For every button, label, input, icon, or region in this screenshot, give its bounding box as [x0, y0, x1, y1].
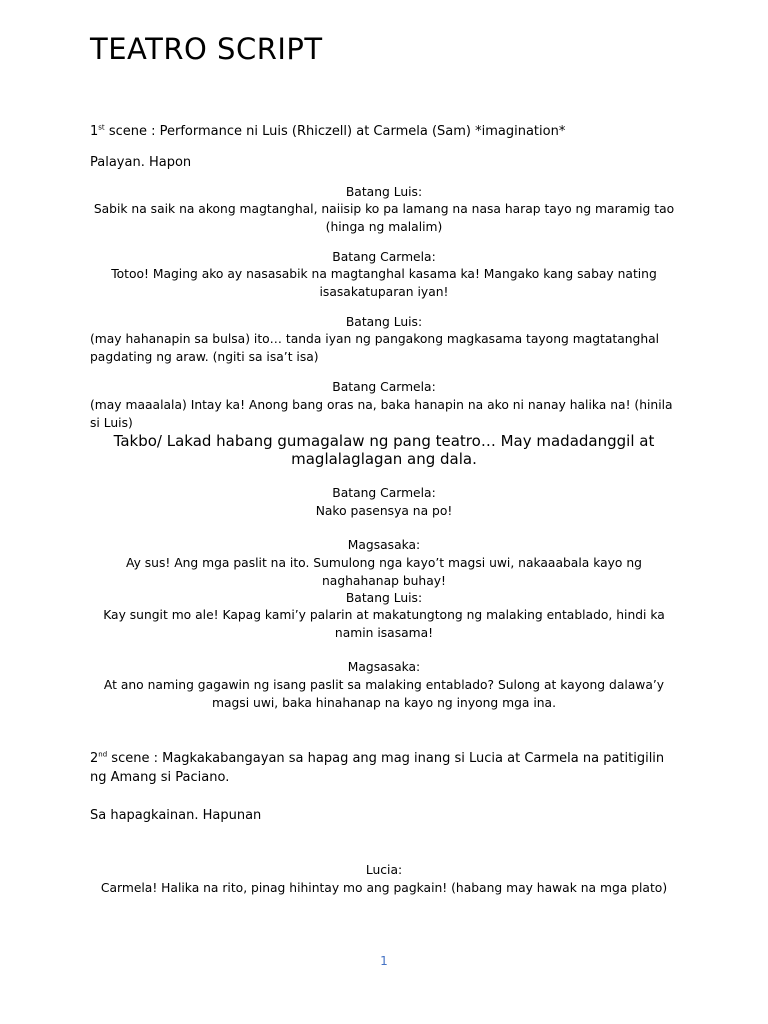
dialogue-line: (may hahanapin sa bulsa) ito… tanda iyan ng pangakong magkasama tayong magtatanghal pagdating ng araw. (ngiti sa isa’t isa) [90, 332, 660, 364]
speaker-name: Batang Luis: [345, 315, 423, 329]
scene-1-ordinal-suffix: st [98, 123, 105, 132]
speaker-name: Lucia: [365, 863, 403, 877]
scene-2-heading-text: scene : Magkakabangayan sa hapag ang mag inang si Lucia at Carmela na patitigilin ng Amang si Paciano. [90, 751, 665, 785]
speaker-name: Batang Luis: [345, 185, 423, 199]
scene-2-heading [90, 749, 678, 787]
scene-2-ordinal-suffix: nd [98, 750, 108, 759]
scene-1-number: 1 [90, 124, 99, 139]
speaker-name: Batang Luis: [345, 591, 423, 605]
scene-1-setting: Palayan. Hapon [90, 155, 192, 170]
dialogue-line: Nako pasensya na po! [315, 504, 453, 518]
dialogue-line: Kay sungit mo ale! Kapag kami’y palarin at makatungtong ng malaking entablado, hindi ka namin isasama! [103, 608, 665, 640]
dialogue-line: Carmela! Halika na rito, pinag hihintay mo ang pagkain! (habang may hawak na mga plato) [100, 881, 668, 895]
scene-1-heading-text: scene : Performance ni Luis (Rhiczell) at Carmela (Sam) *imagination* [104, 124, 566, 139]
scene-2-number: 2 [90, 751, 99, 766]
dialogue-line: (may maaalala) Intay ka! Anong bang oras na, baka hanapin na ako ni nanay halika na! (hinila si Luis) [90, 398, 673, 430]
scene-1-heading [90, 122, 678, 141]
speaker-name: Batang Carmela: [332, 380, 436, 394]
speaker-name: Batang Carmela: [332, 486, 436, 500]
speaker-name: Batang Carmela: [332, 250, 436, 264]
dialogue-line: Ay sus! Ang mga paslit na ito. Sumulong nga kayo’t magsi uwi, nakaaabala kayo ng naghahanap buhay! [126, 556, 642, 588]
scene-2-setting: Sa hapagkainan. Hapunan [90, 808, 262, 823]
dialogue-line: At ano naming gagawin ng isang paslit sa malaking entablado? Sulong at kayong dalawa’y magsi uwi, baka hinahanap na kayo ng inyong mga ina. [103, 678, 665, 710]
dialogue-line: Totoo! Maging ako ay nasasabik na magtanghal kasama ka! Mangako kang sabay nating isasakatuparan iyan! [111, 267, 657, 299]
speaker-name: Magsasaka: [347, 538, 421, 552]
document-title: TEATRO SCRIPT [90, 32, 323, 66]
stage-direction: Takbo/ Lakad habang gumagalaw ng pang teatro… May madadanggil at maglalaglagan ang dala. [113, 432, 655, 468]
dialogue-line: Sabik na saik na akong magtanghal, naiisip ko pa lamang na nasa harap tayo ng maramig tao (hinga ng malalim) [93, 202, 675, 234]
speaker-name: Magsasaka: [347, 660, 421, 674]
page-number: 1 [380, 954, 388, 968]
